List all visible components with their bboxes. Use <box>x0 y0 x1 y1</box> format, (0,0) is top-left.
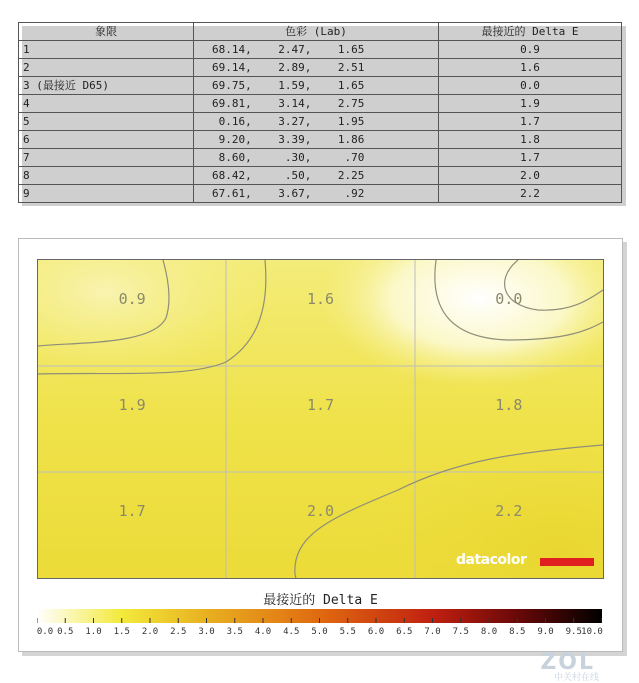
cell-lab: 0.16, 3.27, 1.95 <box>194 113 439 131</box>
heatmap-cell-value: 1.6 <box>306 290 335 309</box>
table-row <box>19 131 622 149</box>
legend-title: 最接近的 Delta E <box>263 593 378 608</box>
legend-tick-label: 4.5 <box>283 627 300 637</box>
legend-tick-label: 4.0 <box>254 627 272 637</box>
legend-tick-label: 8.0 <box>480 627 498 637</box>
header-delta-e: 最接近的 Delta E <box>439 23 622 41</box>
heatmap-cell-value: 2.0 <box>306 502 335 521</box>
cell-delta-e: 2.2 <box>439 185 622 203</box>
legend-tick-label: 7.5 <box>452 627 469 637</box>
table-row <box>19 149 622 167</box>
cell-delta-e: 1.9 <box>439 95 622 113</box>
cell-quadrant: 3 (最接近 D65) <box>19 77 194 95</box>
datacolor-logo: datacolor <box>456 552 527 568</box>
legend-tick-marks <box>37 618 602 623</box>
cell-lab: 67.61, 3.67, .92 <box>194 185 439 203</box>
cell-quadrant: 4 <box>19 95 194 113</box>
heatmap-cell-value: 1.9 <box>118 396 146 415</box>
legend-tick-label: 1.0 <box>85 627 102 637</box>
legend-colorbar <box>37 609 602 623</box>
legend-tick-label: 9.0 <box>537 627 554 637</box>
cell-quadrant: 5 <box>19 113 194 131</box>
heatmap-card <box>18 238 623 652</box>
table-row <box>19 185 622 203</box>
legend-tick-label: 6.5 <box>396 627 413 637</box>
cell-delta-e: 0.9 <box>439 41 622 59</box>
cell-quadrant: 9 <box>19 185 194 203</box>
heatmap-cell-value: 0.0 <box>495 290 523 309</box>
table-row <box>19 77 622 95</box>
cell-quadrant: 8 <box>19 167 194 185</box>
cell-lab: 69.14, 2.89, 2.51 <box>194 59 439 77</box>
cell-quadrant: 6 <box>19 131 194 149</box>
legend-tick-label: 3.0 <box>198 627 215 637</box>
cell-lab: 68.42, .50, 2.25 <box>194 167 439 185</box>
legend-tick-label: 8.5 <box>509 627 526 637</box>
legend-tick-label: 1.5 <box>113 627 130 637</box>
legend-tick-label: 0.0 <box>36 627 54 637</box>
cell-quadrant: 2 <box>19 59 194 77</box>
header-lab: 色彩 (Lab) <box>194 23 439 41</box>
cell-quadrant: 7 <box>19 149 194 167</box>
legend-tick-labels <box>37 627 602 641</box>
heatmap-cell-value: 2.2 <box>495 502 523 521</box>
legend-tick-label: 5.0 <box>311 627 328 637</box>
cell-lab: 9.20, 3.39, 1.86 <box>194 131 439 149</box>
table-row <box>19 41 622 59</box>
legend-tick-label: 2.0 <box>141 627 159 637</box>
cell-delta-e: 1.7 <box>439 113 622 131</box>
legend-tick-label: 10.0 <box>581 627 603 637</box>
legend-tick-label: 6.0 <box>367 627 385 637</box>
heatmap-cell-value: 1.7 <box>306 396 335 415</box>
cell-lab: 69.75, 1.59, 1.65 <box>194 77 439 95</box>
zol-watermark: ZOL <box>540 650 595 675</box>
legend-tick-label: 9.5 <box>565 627 582 637</box>
heatmap-cell-value: 0.9 <box>118 290 146 309</box>
datacolor-logo-bar <box>540 558 594 566</box>
legend-tick-label: 5.5 <box>339 627 356 637</box>
cell-delta-e: 1.6 <box>439 59 622 77</box>
heatmap-cell-value: 1.8 <box>495 396 523 415</box>
heatmap-cell-value: 1.7 <box>118 502 146 521</box>
cell-lab: 69.81, 3.14, 2.75 <box>194 95 439 113</box>
table-row <box>19 59 622 77</box>
table-header-row <box>19 23 622 41</box>
cell-delta-e: 1.7 <box>439 149 622 167</box>
legend-tick-label: 7.0 <box>424 627 441 637</box>
zol-watermark-sub: 中关村在线 <box>553 673 599 683</box>
legend-tick-label: 2.5 <box>170 627 187 637</box>
cell-delta-e: 2.0 <box>439 167 622 185</box>
cell-quadrant: 1 <box>19 41 194 59</box>
quadrant-table-wrapper <box>18 22 622 203</box>
legend-tick-label: 3.5 <box>226 627 243 637</box>
cell-delta-e: 0.0 <box>439 77 622 95</box>
cell-lab: 8.60, .30, .70 <box>194 149 439 167</box>
header-quadrant: 象限 <box>19 23 194 41</box>
legend-tick-label: 0.5 <box>57 627 74 637</box>
table-row <box>19 167 622 185</box>
table-row <box>19 95 622 113</box>
uniformity-heatmap <box>37 259 604 579</box>
quadrant-table <box>18 22 622 203</box>
cell-lab: 68.14, 2.47, 1.65 <box>194 41 439 59</box>
table-row <box>19 113 622 131</box>
cell-delta-e: 1.8 <box>439 131 622 149</box>
